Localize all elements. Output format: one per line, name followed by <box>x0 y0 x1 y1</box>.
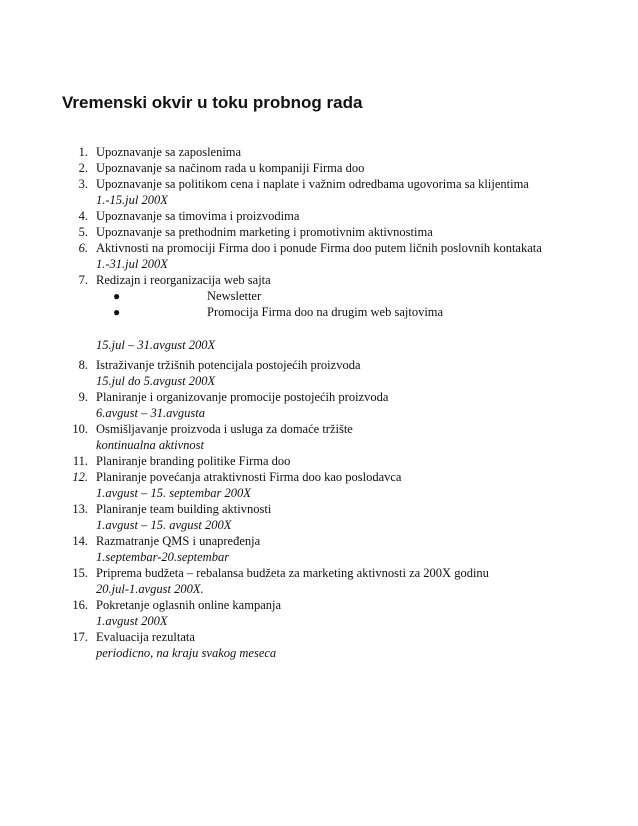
item-text: Aktivnosti na promociji Firma doo i ponude Firma doo putem ličnih poslovnih kontakata <box>96 241 542 255</box>
item-number: 9. <box>78 390 88 404</box>
page-title: Vremenski okvir u toku probnog rada <box>62 93 363 112</box>
item-number: 6. <box>78 241 88 255</box>
item-text: Planiranje povećanja atraktivnosti Firma doo kao poslodavca <box>96 470 402 484</box>
item-text: Planiranje branding politike Firma doo <box>96 454 291 468</box>
item-number: 3. <box>78 177 88 191</box>
item-number: 1. <box>78 145 88 159</box>
item-text: Planiranje i organizovanje promocije postojećih proizvoda <box>96 390 389 404</box>
bullet-text: Newsletter <box>207 289 262 303</box>
item-text: Upoznavanje sa načinom rada u kompaniji Firma doo <box>96 161 365 175</box>
item-number: 15. <box>72 566 88 580</box>
item-number: 16. <box>72 598 88 612</box>
item-text: Redizajn i reorganizacija web sajta <box>96 273 271 287</box>
item-number: 17. <box>72 630 88 644</box>
item-text: Osmišljavanje proizvoda i usluga za domaće tržište <box>96 422 353 436</box>
item-text: Upoznavanje sa timovima i proizvodima <box>96 209 300 223</box>
item-number: 13. <box>72 502 88 516</box>
item-number: 11. <box>72 454 88 468</box>
item-number: 7. <box>78 273 88 287</box>
item-number: 10. <box>72 422 88 436</box>
item-text: Priprema budžeta – rebalansa budžeta za marketing aktivnosti za 200X godinu <box>96 566 489 580</box>
item-number: 2. <box>78 161 88 175</box>
item-text: Pokretanje oglasnih online kampanja <box>96 598 282 612</box>
item-text: Upoznavanje sa prethodnim marketing i promotivnim aktivnostima <box>96 225 433 239</box>
item-text: Razmatranje QMS i unapređenja <box>96 534 261 548</box>
item-number: 4. <box>78 209 88 223</box>
bullet-icon: ● <box>113 305 121 319</box>
bullet-text: Promocija Firma doo na drugim web sajtovima <box>207 305 444 319</box>
item-text: Istraživanje tržišnih potencijala postojećih proizvoda <box>96 358 361 372</box>
item-number: 14. <box>72 534 88 548</box>
item-text: Upoznavanje sa politikom cena i naplate i važnim odredbama ugovorima sa klijentima <box>96 177 529 191</box>
bullet-icon: ● <box>113 289 121 303</box>
item-number: 8. <box>78 358 88 372</box>
item-number: 5. <box>78 225 88 239</box>
item-number: 12. <box>72 470 88 484</box>
item-text: Planiranje team building aktivnosti <box>96 502 272 516</box>
item-text: Upoznavanje sa zaposlenima <box>96 145 242 159</box>
item-text: Evaluacija rezultata <box>96 630 195 644</box>
